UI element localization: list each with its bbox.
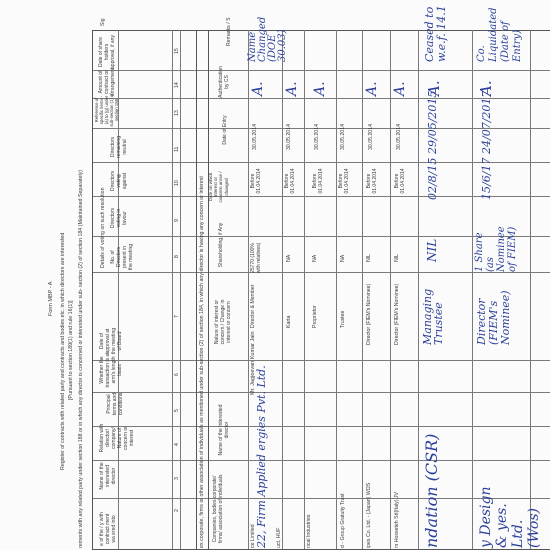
row8-shareholding-hand: 1 Share (as Nominee of FIEM) — [474, 226, 518, 272]
col-num: 13 — [174, 110, 180, 116]
row5-shareholding: NIL — [366, 253, 372, 262]
part-b-col-company: Companies, bodies corporate/ firms/ association of individuals — [212, 474, 224, 544]
row3-shareholding: NA — [312, 254, 318, 262]
grid-line — [172, 30, 173, 549]
col-num: 11 — [174, 146, 180, 152]
grid-line — [282, 30, 283, 549]
grid-line — [304, 30, 305, 549]
row1-company-hand: 22, Firm Applied ergies Pvt. Ltd. — [255, 365, 268, 548]
col-num: 10 — [174, 180, 180, 186]
row8-date-entry-hand: 24/07/2017 — [480, 90, 493, 154]
row7-date-entry-hand: 29/05/2015 — [426, 90, 439, 154]
grid-line — [418, 30, 419, 549]
form-title: Form MBP - A — [48, 281, 54, 316]
director-name: Mr. Jagjeevan Kumar Jain — [250, 331, 256, 395]
row7-nature-hand: Managing Trustee — [421, 288, 445, 345]
row3-nature: Proprietor — [312, 305, 318, 328]
col-num: 15 — [174, 48, 180, 54]
grid-line — [92, 70, 550, 71]
row6-shareholding: NIL — [394, 253, 400, 262]
col-num: 3 — [174, 477, 180, 480]
col-header-11: Directors remaining neutral — [110, 136, 128, 158]
row1-auth: A. — [250, 81, 266, 96]
row6-auth: A. — [392, 81, 408, 96]
part-b-col-director: Name of the Interested director — [218, 404, 230, 456]
col-num: 9 — [174, 219, 180, 222]
row2-auth: A. — [284, 81, 300, 96]
row3-date-entry: 30.05.2014 — [314, 124, 320, 150]
part-b-heading: es corporate, firms or other association of individuals as mentioned under sub-section (2) of section 184, in which any director is having any concern or interest — [199, 176, 205, 548]
grid-line — [92, 272, 550, 273]
row3-auth: A. — [312, 81, 328, 96]
row8-date-interest-hand: 15/6/17 — [480, 157, 493, 200]
grid-line — [472, 30, 473, 549]
row6-company: m Hosseteh Srl(Italy) JV — [394, 492, 400, 548]
row4-date-interest: Before 01.04.2014 — [338, 168, 350, 194]
row1-date-entry: 30.05.2014 — [252, 124, 258, 150]
row6-nature: Director (FIEM's Nominee) — [394, 283, 400, 345]
grid-line — [180, 30, 181, 549]
form-subtitle-2: [Pursuant to section 189(1) and rule 16(1)] — [68, 300, 74, 400]
col-num: 6 — [174, 373, 180, 376]
row4-shareholding: NA — [340, 254, 346, 262]
col-num: 5 — [174, 409, 180, 412]
col-header-15: Date of share holders approval, if any — [98, 35, 116, 69]
row6-date-entry: 30.05.2014 — [396, 124, 402, 150]
row1-company: ce Limited — [250, 524, 256, 548]
row4-date-entry: 30.05.2014 — [340, 124, 346, 150]
row5-date-interest: Before 01.04.2014 — [366, 168, 378, 194]
grid-line — [208, 30, 209, 549]
grid-line — [92, 392, 550, 393]
row2-date-interest: Before 01.04.2014 — [284, 168, 296, 194]
grid-line — [362, 30, 363, 549]
col-header-sig: Sig — [100, 18, 106, 26]
grid-line — [92, 426, 550, 427]
row5-date-entry: 30.05.2014 — [368, 124, 374, 150]
part-b-col-shareholding: Shareholding, if Any — [218, 222, 224, 268]
row7-shareholding: NIL — [425, 238, 439, 262]
grid-line — [390, 30, 391, 549]
row5-nature: Director (FIEM's Nominee) — [366, 283, 372, 345]
col-header-14: Amount of contract or arrangement — [98, 67, 116, 97]
row1-company-extra: uct, HUF — [276, 527, 282, 548]
row5-company: ipes Co. Ltd. - (Japan) WOS — [366, 482, 372, 548]
col-header-9: Directors voting in favour — [110, 208, 128, 229]
part-b-col-date-entry: Date of Entry — [222, 115, 228, 145]
row8-nature-hand: Director (FIEM's Nominee) — [475, 290, 512, 345]
col-header-13: Reference of specific items - (a) to (g) under sub-section (1) of section 188 — [94, 93, 119, 127]
grid-line — [530, 30, 531, 549]
col-header-voting: Details of voting on such resolution — [100, 187, 106, 268]
row7-auth: A. — [425, 80, 443, 96]
row3-company: rical Industries — [306, 514, 312, 548]
row8-auth: A. — [477, 80, 495, 96]
col-num: 4 — [174, 443, 180, 446]
row3-date-interest: Before 01.04.2014 — [312, 168, 324, 194]
grid-line — [248, 30, 249, 549]
grid-line — [196, 30, 197, 549]
row1-nature: Director & Member — [250, 284, 256, 328]
row7-company-hand: ndation (CSR) — [422, 433, 441, 548]
col-num: 7 — [174, 315, 180, 318]
col-header-5: Principal terms and conditions — [106, 392, 124, 416]
col-header-8: No. of Directors present in the meeting — [110, 243, 134, 271]
row7-date-interest-hand: 02/8/15 — [426, 157, 439, 200]
row5-auth: A. — [364, 81, 380, 96]
col-num: 2 — [174, 509, 180, 512]
col-header-2: e of the / y with contract ment wa ered into — [99, 512, 117, 546]
part-b-col-nature: Nature of interest or concern / Change in interest or concern — [214, 299, 232, 345]
row1-shareholding: 25770 (100% with relatives) — [250, 242, 262, 274]
row2-nature: Karta — [286, 315, 292, 328]
part-a-heading: rements with any related party under section 188 or in which any director is concerned or interested under sub- section (2) of section 184 (Maintained Separately) — [78, 169, 84, 548]
grid-line — [92, 30, 93, 549]
grid-line — [92, 460, 550, 461]
row1-date-interest: Before 01.04.2014 — [250, 168, 262, 194]
col-header-10: Directors voting against — [110, 171, 128, 192]
row2-date-entry: 30.05.2014 — [286, 124, 292, 150]
col-header-4: Relation with director/ company/ Nature of concern or interest — [99, 423, 135, 453]
part-b-col-authentication: Authentication by CS — [218, 66, 230, 98]
col-header-6: Whether the transaction is at arm's length basis — [99, 352, 123, 388]
row6-date-interest: Before 01.04.2014 — [394, 168, 406, 194]
grid-line — [92, 360, 550, 361]
row8-remarks-hand: Co. Liquidated (Date of Entry) — [476, 7, 523, 62]
row2-shareholding: NA — [286, 254, 292, 262]
col-header-7: Date of approval at the meeting of Board — [99, 327, 123, 355]
col-header-3: Name of the interested director — [99, 462, 117, 490]
part-b-col-remarks: Remarks / S — [226, 17, 232, 46]
grid-line — [336, 30, 337, 549]
row4-nature: Trustee — [340, 310, 346, 328]
row8-company-hand: y Design & yes. Ltd. (Wos) — [478, 486, 542, 548]
row7-remarks-hand: Ceased to w.e.f. 14.1 — [423, 5, 448, 62]
row4-company: d - Group Gratuity Trust — [340, 493, 346, 548]
col-num: 8 — [174, 255, 180, 258]
row1-remarks-hand: Name Changed (DOE 30.03) — [247, 16, 288, 62]
col-num: 14 — [174, 82, 180, 88]
form-subtitle-1: Register of contracts with related party and contracts and bodies etc. in which directors are interested — [60, 232, 66, 470]
part-b-col-date-interest: Date on which interest or concern arose / changed — [208, 171, 229, 203]
